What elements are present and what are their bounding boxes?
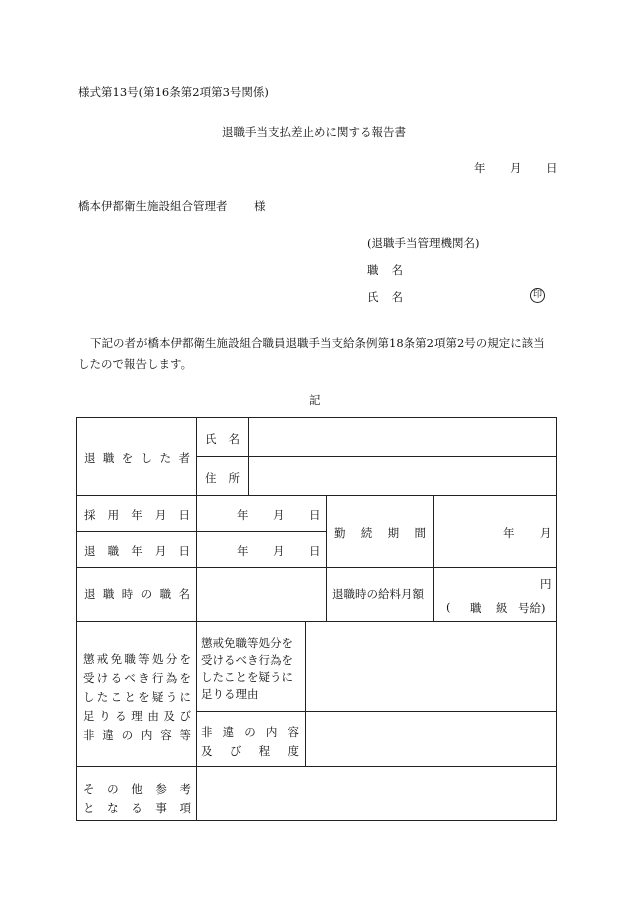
sender-position-label: 職 名	[367, 263, 403, 277]
step-unit: 号給)	[518, 601, 546, 615]
service-month-unit: 月	[540, 526, 552, 540]
seal-mark: 印	[530, 288, 545, 303]
ki-label: 記	[309, 393, 321, 407]
salary-yen-unit: 円	[540, 577, 552, 591]
address-label: 住 所	[205, 471, 240, 485]
date-year: 年	[474, 161, 486, 175]
service-year-unit: 年	[503, 526, 515, 540]
reason-sub-line-1: 懲戒免職等処分を	[201, 636, 293, 650]
misconduct-line-2: 及 び 程 度	[201, 744, 299, 758]
date-day: 日	[546, 161, 558, 175]
other-line-2: と な る 事 項	[83, 801, 191, 815]
reason-left-line-4: 足 り る 理 由 及 び	[83, 709, 191, 723]
reason-left-line-3: し た こ と を 疑 う に	[83, 690, 191, 704]
reason-sub-line-4: 足りる理由	[201, 687, 259, 701]
hire-day-unit: 日	[309, 508, 321, 522]
addressee: 橋本伊都衛生施設組合管理者	[78, 199, 228, 213]
date-month: 月	[510, 161, 522, 175]
retire-month-unit: 月	[273, 544, 285, 558]
misconduct-line-1: 非 違 の 内 容	[201, 725, 299, 739]
name-label: 氏 名	[205, 432, 240, 446]
grade-unit-kyu: 級	[496, 601, 508, 615]
honorific: 様	[254, 199, 266, 213]
retire-year-unit: 年	[237, 544, 249, 558]
body-text-line-1: 下記の者が橋本伊都衛生施設組合職員退職手当支給条例第18条第2項第2号の規定に該当	[90, 336, 545, 350]
agency-name-label: (退職手当管理機関名)	[367, 236, 480, 250]
hire-year-unit: 年	[237, 508, 249, 522]
grade-open-paren: (	[446, 600, 451, 614]
retiree-label: 退 職 を し た 者	[84, 451, 190, 465]
retire-date-label: 退 職 年 月 日	[84, 544, 190, 558]
retire-day-unit: 日	[309, 544, 321, 558]
form-number: 様式第13号(第16条第2項第3号関係)	[78, 85, 269, 99]
hire-month-unit: 月	[273, 508, 285, 522]
reason-left-line-2: 受 け る べ き 行 為 を	[83, 671, 191, 685]
service-period-label: 勤 続 期 間	[334, 526, 426, 540]
hire-date-label: 採 用 年 月 日	[84, 508, 190, 522]
sender-name-label: 氏 名	[367, 290, 403, 304]
other-line-1: そ の 他 参 考	[83, 782, 191, 796]
body-text-line-2: したので報告します。	[78, 357, 193, 371]
reason-left-line-1: 懲 戒 免 職 等 処 分 を	[83, 652, 191, 666]
position-at-retirement-label: 退 職 時 の 職 名	[84, 587, 190, 601]
reason-sub-line-2: 受けるべき行為を	[201, 653, 293, 667]
reason-sub-line-3: したことを疑うに	[201, 670, 293, 684]
salary-label: 退職時の給料月額	[332, 587, 424, 601]
document-title: 退職手当支払差止めに関する報告書	[222, 125, 406, 139]
grade-unit-shoku: 職	[470, 601, 482, 615]
reason-left-line-5: 非 違 の 内 容 等	[83, 728, 191, 742]
